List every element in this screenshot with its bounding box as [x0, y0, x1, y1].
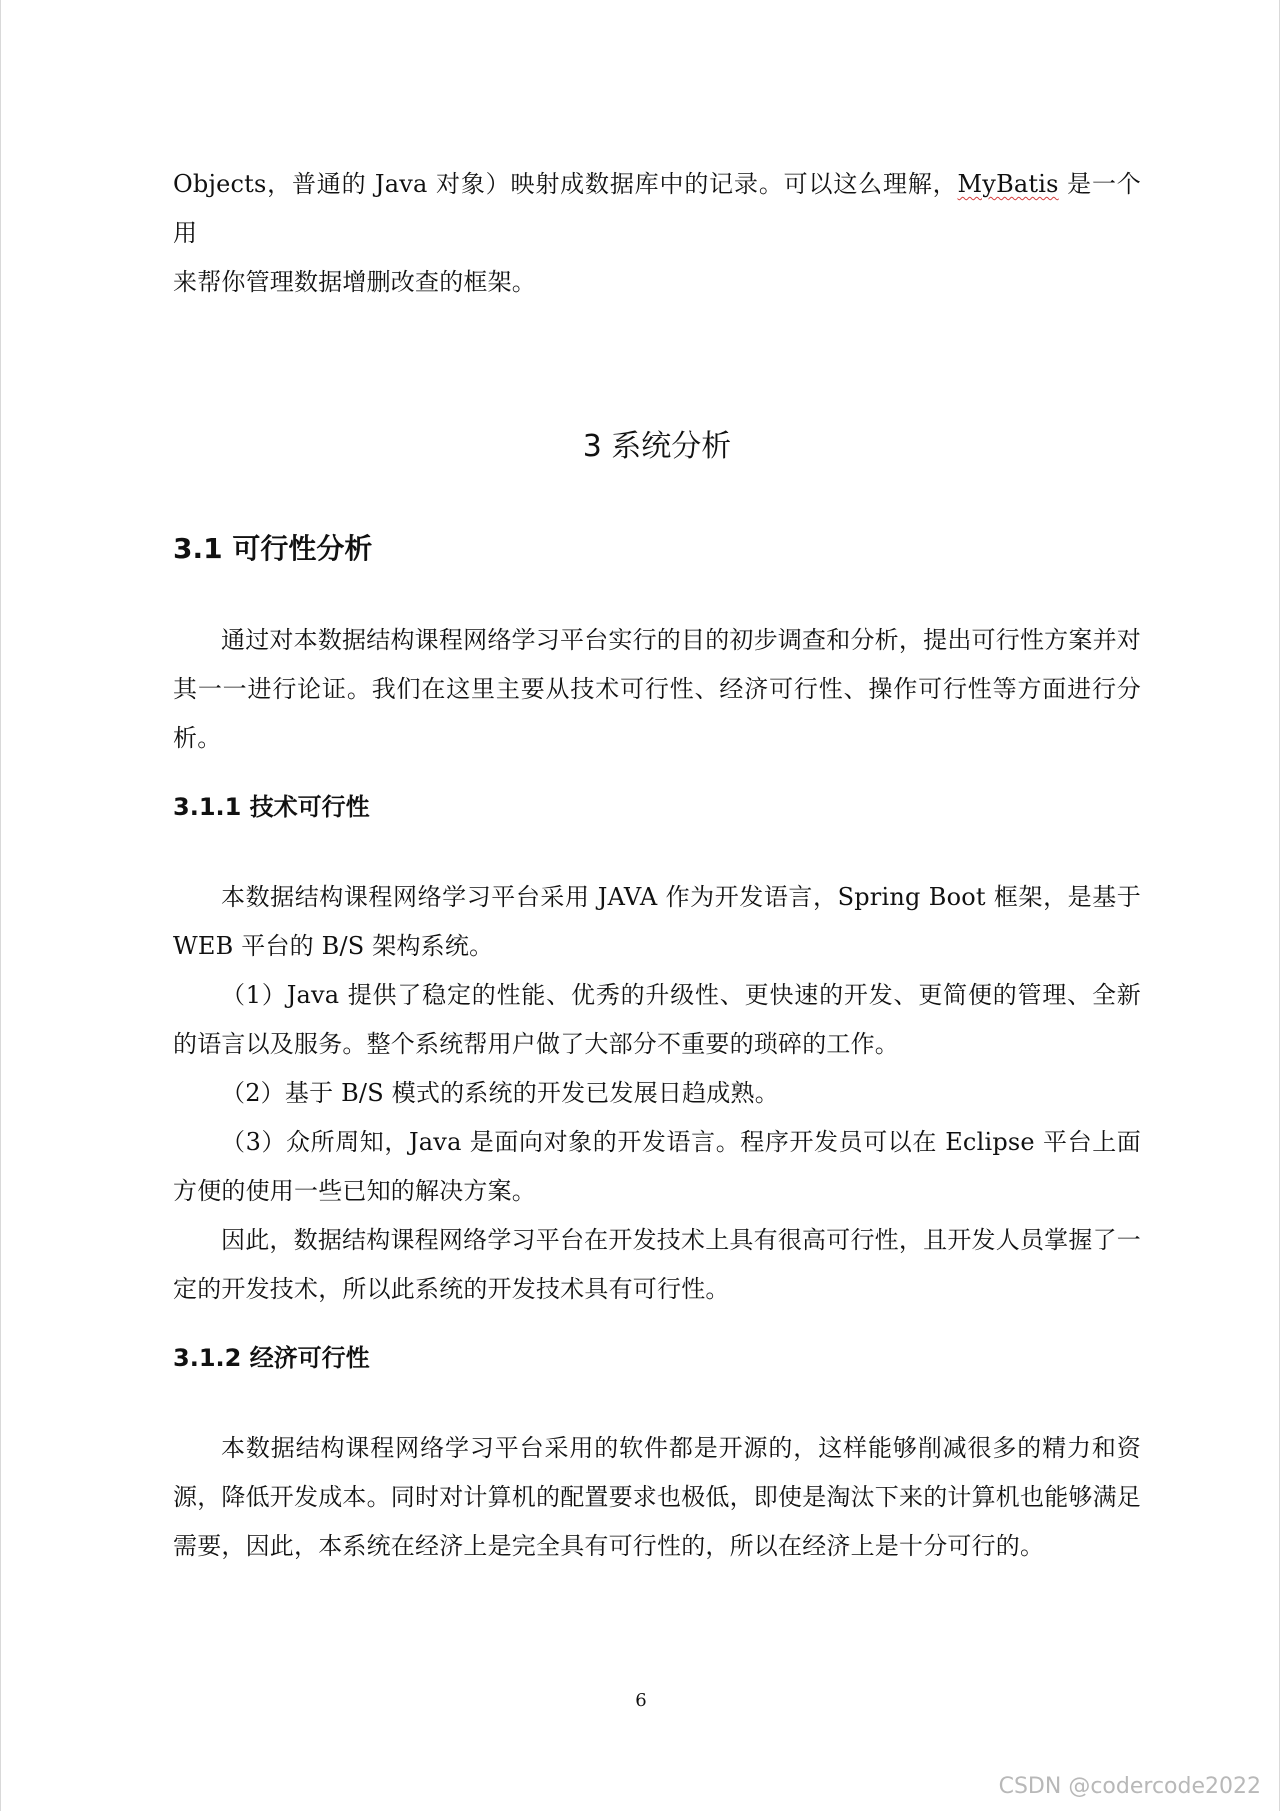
- tech-conclusion: 因此，数据结构课程网络学习平台在开发技术上具有很高可行性，且开发人员掌握了一定的开发技术，所以此系统的开发技术具有可行性。: [173, 1226, 1141, 1303]
- chapter-title: 3 系统分析: [582, 429, 732, 464]
- tech-item-2: （2）基于 B/S 模式的系统的开发已发展日趋成熟。: [221, 1079, 779, 1107]
- continuation-text-3: 来帮你管理数据增删改查的框架。: [173, 268, 536, 296]
- econ-paragraph-1: 本数据结构课程网络学习平台采用的软件都是开源的，这样能够削减很多的精力和资源，降低开发成本。同时对计算机的配置要求也极低，即使是淘汰下来的计算机也能够满足需要，因此，本系统在经济上是完全具有可行性的，所以在经济上是十分可行的。: [173, 1434, 1141, 1560]
- page-content: [173, 160, 1141, 1571]
- spellcheck-term: MyBatis: [957, 170, 1059, 198]
- section-3-1-2-title: 3.1.2 经济可行性: [173, 1344, 370, 1372]
- tech-item-1: （1）Java 提供了稳定的性能、优秀的升级性、更快速的开发、更简便的管理、全新的语言以及服务。整个系统帮用户做了大部分不重要的琐碎的工作。: [173, 981, 1141, 1058]
- continuation-text-1: Objects，普通的 Java 对象）映射成数据库中的记录。可以这么理解，: [173, 170, 958, 198]
- watermark: CSDN @codercode2022: [998, 1774, 1261, 1799]
- tech-item-3: （3）众所周知，Java 是面向对象的开发语言。程序开发员可以在 Eclipse 平台上面方便的使用一些已知的解决方案。: [173, 1128, 1141, 1205]
- tech-paragraph-1: 本数据结构课程网络学习平台采用 JAVA 作为开发语言，Spring Boot 框架，是基于 WEB 平台的 B/S 架构系统。: [173, 883, 1141, 960]
- section-3-1-1-title: 3.1.1 技术可行性: [173, 793, 370, 821]
- section-3-1-intro: 通过对本数据结构课程网络学习平台实行的目的初步调查和分析，提出可行性方案并对其一一进行论证。我们在这里主要从技术可行性、经济可行性、操作可行性等方面进行分析。: [173, 626, 1141, 752]
- section-3-1-title: 3.1 可行性分析: [173, 532, 373, 565]
- page-number: 6: [635, 1690, 647, 1711]
- continuation-paragraph: [173, 160, 1141, 307]
- continuation-text-2: 是一个用: [173, 170, 1141, 247]
